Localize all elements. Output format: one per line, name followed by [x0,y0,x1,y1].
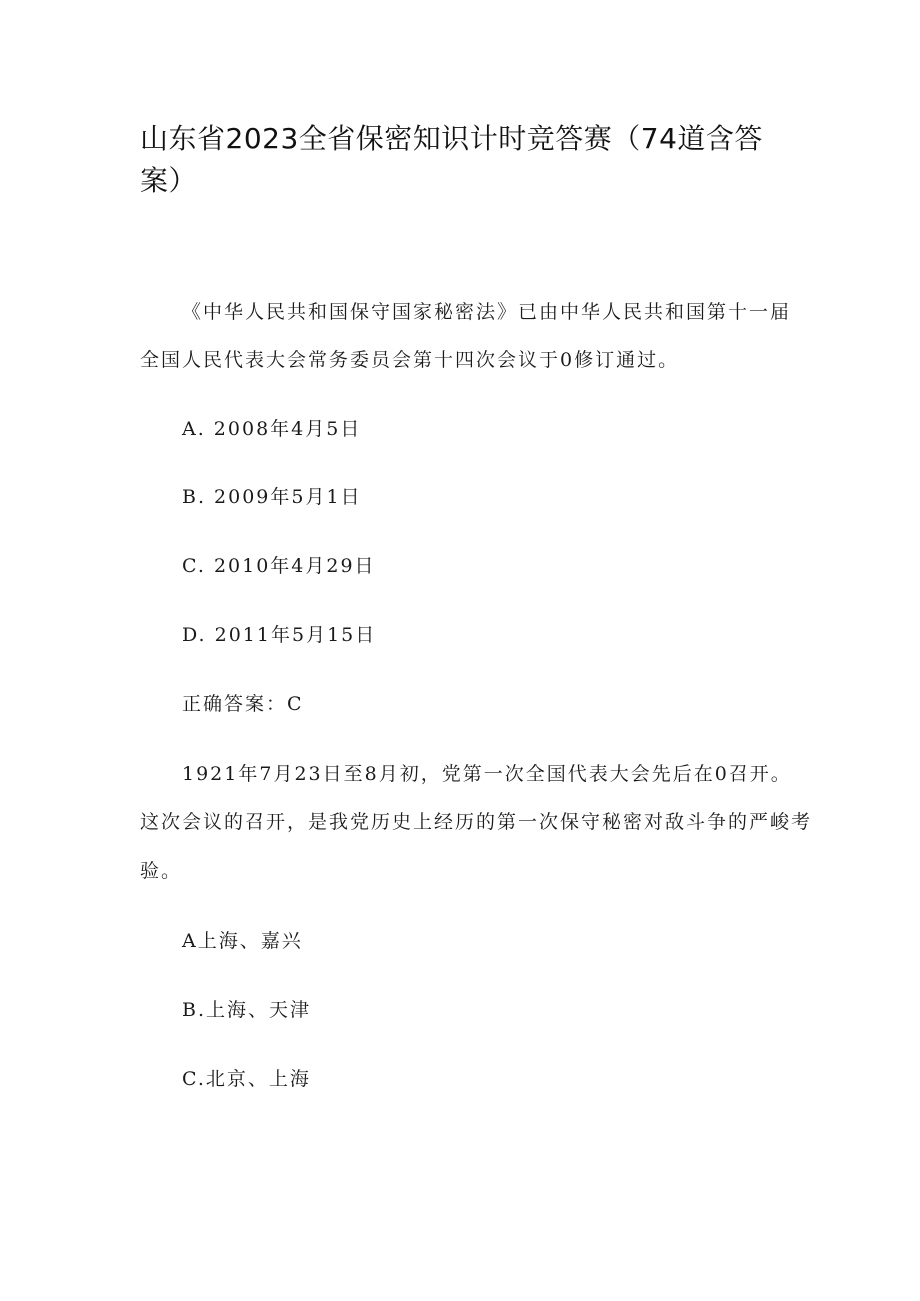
question-1-stem-line-2: 全国人民代表大会常务委员会第十四次会议于0修订通过。 [140,349,680,371]
question-1-answer: 正确答案：C [182,693,304,715]
question-1-option-d: D. 2011年5月15日 [182,624,377,646]
question-2-option-c: C.北京、上海 [182,1068,311,1090]
question-1-option-c: C. 2010年4月29日 [182,555,376,577]
question-1-option-a: A. 2008年4月5日 [182,418,362,440]
question-2-stem-line-3: 验。 [140,860,183,882]
question-2-stem-line-1: 1921年7月23日至8月初，党第一次全国代表大会先后在0召开。 [182,763,792,785]
question-1-option-b: B. 2009年5月1日 [182,486,362,508]
question-1-stem-line-1: 《中华人民共和国保守国家秘密法》已由中华人民共和国第十一届 [182,301,792,323]
question-2-option-a: A上海、嘉兴 [182,930,303,952]
question-2-option-b: B.上海、天津 [182,999,312,1021]
question-2-stem-line-2: 这次会议的召开，是我党历史上经历的第一次保守秘密对敌斗争的严峻考 [140,811,813,833]
document-title: 山东省2023全省保密知识计时竞答赛（74道含答案） [140,122,763,197]
